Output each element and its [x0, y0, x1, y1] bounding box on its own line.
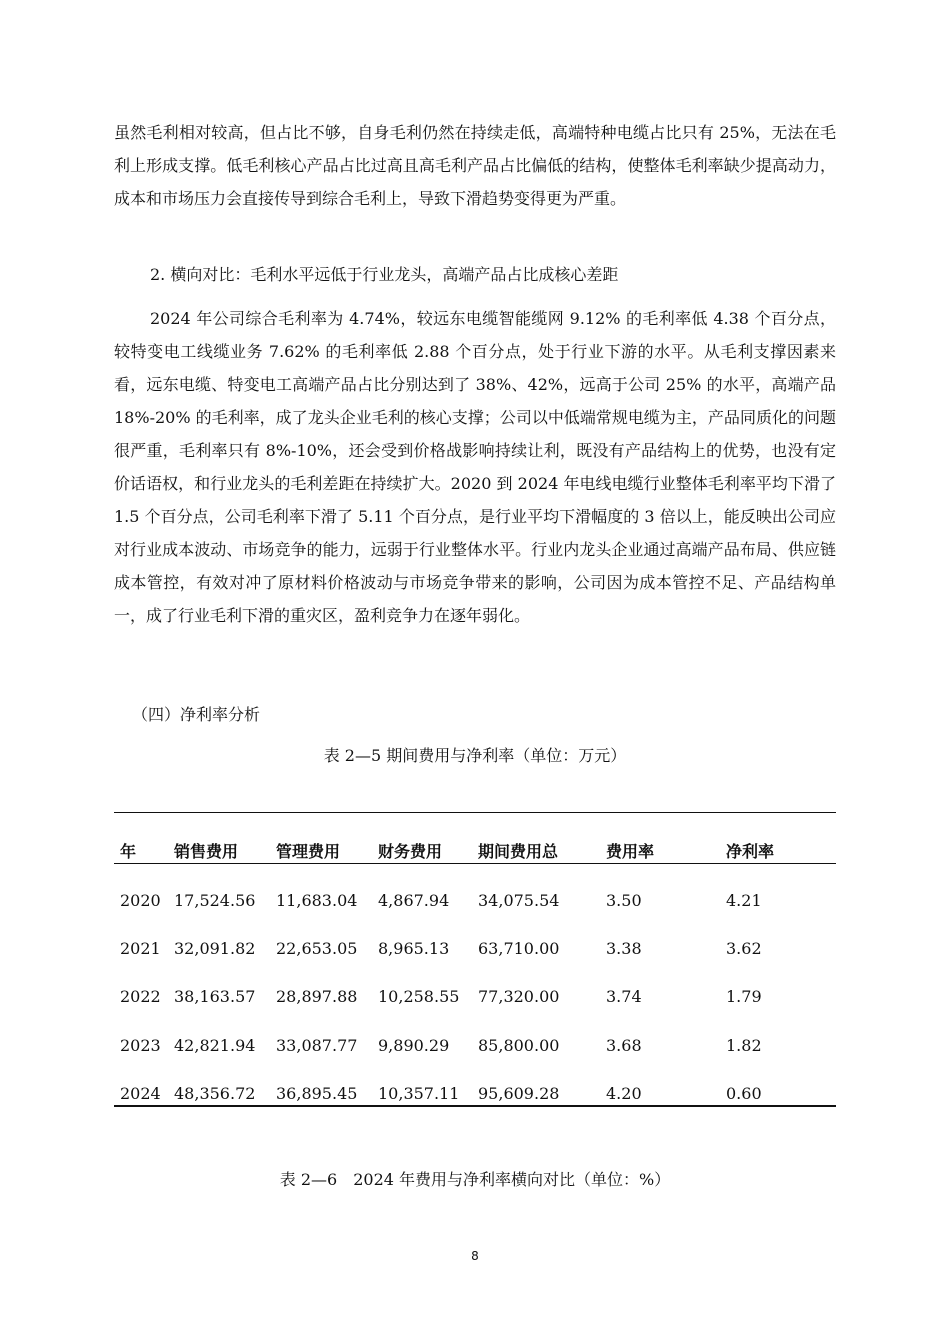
cell-sales-expense: 48,356.72	[174, 1084, 256, 1103]
cell-net-margin: 1.79	[726, 987, 762, 1006]
cell-total-expense: 77,320.00	[478, 987, 560, 1006]
cell-total-expense: 95,609.28	[478, 1084, 560, 1103]
cell-admin-expense: 33,087.77	[276, 1036, 358, 1055]
cell-finance-expense: 9,890.29	[378, 1036, 450, 1055]
cell-total-expense: 85,800.00	[478, 1036, 560, 1055]
cell-sales-expense: 38,163.57	[174, 987, 256, 1006]
header-net-margin: 净利率	[726, 842, 775, 861]
cell-expense-rate: 3.50	[606, 891, 642, 910]
cell-finance-expense: 10,258.55	[378, 987, 460, 1006]
cell-total-expense: 34,075.54	[478, 891, 560, 910]
header-sales-expense: 销售费用	[174, 842, 239, 861]
cell-expense-rate: 3.74	[606, 987, 642, 1006]
cell-admin-expense: 28,897.88	[276, 987, 358, 1006]
cell-year: 2024	[120, 1084, 161, 1103]
page-number: 8	[471, 1249, 479, 1263]
cell-finance-expense: 8,965.13	[378, 939, 450, 958]
cell-expense-rate: 4.20	[606, 1084, 642, 1103]
cell-year: 2021	[120, 939, 161, 958]
cell-year: 2020	[120, 891, 161, 910]
cell-admin-expense: 22,653.05	[276, 939, 358, 958]
cell-sales-expense: 32,091.82	[174, 939, 256, 958]
table-row	[114, 937, 836, 961]
header-year: 年	[120, 842, 137, 861]
cell-finance-expense: 10,357.11	[378, 1084, 460, 1103]
cell-net-margin: 4.21	[726, 891, 762, 910]
section-heading-horizontal-comparison: 2. 横向对比：毛利水平远低于行业龙头，高端产品占比成核心差距	[150, 265, 619, 284]
cell-net-margin: 3.62	[726, 939, 762, 958]
paragraph-gross-margin-structure: 虽然毛利相对较高，但占比不够，自身毛利仍然在持续走低，高端特种电缆占比只有 25%，无法在毛利上形成支撑。低毛利核心产品占比过高且高毛利产品占比偏低的结构，使整体毛利率缺少提高动力，成本和市场压力会直接传导到综合毛利上，导致下滑趋势变得更为严重。	[114, 123, 836, 208]
table-row	[114, 985, 836, 1009]
cell-total-expense: 63,710.00	[478, 939, 560, 958]
table-row	[114, 1082, 836, 1106]
table-caption-2-5: 表 2—5 期间费用与净利率（单位：万元）	[323, 746, 627, 765]
cell-net-margin: 1.82	[726, 1036, 762, 1055]
cell-sales-expense: 42,821.94	[174, 1036, 256, 1055]
cell-sales-expense: 17,524.56	[174, 891, 256, 910]
table-header-row	[114, 841, 836, 864]
paragraph-horizontal-comparison: 2024 年公司综合毛利率为 4.74%，较远东电缆智能缆网 9.12% 的毛利率低 4.38 个百分点，较特变电工线缆业务 7.62% 的毛利率低 2.88 个百分点，处于行业下游的水平。从毛利支撑因素来看，远东电缆、特变电工高端产品占比分别达到了 38%、42%，远高于公司 25% 的水平，高端产品 18%-20% 的毛利率，成了龙头企业毛利的核心支撑；公司以中低端常规电缆为主，产品同质化的问题很严重，毛利率只有 8%-10%，还会受到价格战影响持续让利，既没有产品结构上的优势，也没有定价话语权，和行业龙头的毛利差距在持续扩大。2020 到 2024 年电线电缆行业整体毛利率平均下滑了 1.5 个百分点，公司毛利率下滑了 5.11 个百分点，是行业平均下滑幅度的 3 倍以上，能反映出公司应对行业成本波动、市场竞争的能力，远弱于行业整体水平。行业内龙头企业通过高端产品布局、供应链成本管控，有效对冲了原材料价格波动与市场竞争带来的影响，公司因为成本管控不足、产品结构单一，成了行业毛利下滑的重灾区，盈利竞争力在逐年弱化。	[114, 309, 836, 625]
cell-expense-rate: 3.68	[606, 1036, 642, 1055]
header-admin-expense: 管理费用	[276, 842, 341, 861]
cell-finance-expense: 4,867.94	[378, 891, 450, 910]
cell-year: 2022	[120, 987, 161, 1006]
section-heading-net-margin: （四）净利率分析	[132, 705, 261, 724]
cell-admin-expense: 11,683.04	[276, 891, 358, 910]
cell-net-margin: 0.60	[726, 1084, 762, 1103]
expense-net-margin-table	[114, 812, 836, 1107]
header-finance-expense: 财务费用	[378, 842, 443, 861]
table-row	[114, 889, 836, 913]
header-expense-rate: 费用率	[606, 842, 655, 861]
header-total-expense: 期间费用总	[478, 842, 559, 861]
cell-admin-expense: 36,895.45	[276, 1084, 358, 1103]
table-caption-2-6: 表 2—6 2024 年费用与净利率横向对比（单位：%）	[279, 1170, 671, 1189]
table-row	[114, 1034, 836, 1058]
cell-expense-rate: 3.38	[606, 939, 642, 958]
cell-year: 2023	[120, 1036, 161, 1055]
